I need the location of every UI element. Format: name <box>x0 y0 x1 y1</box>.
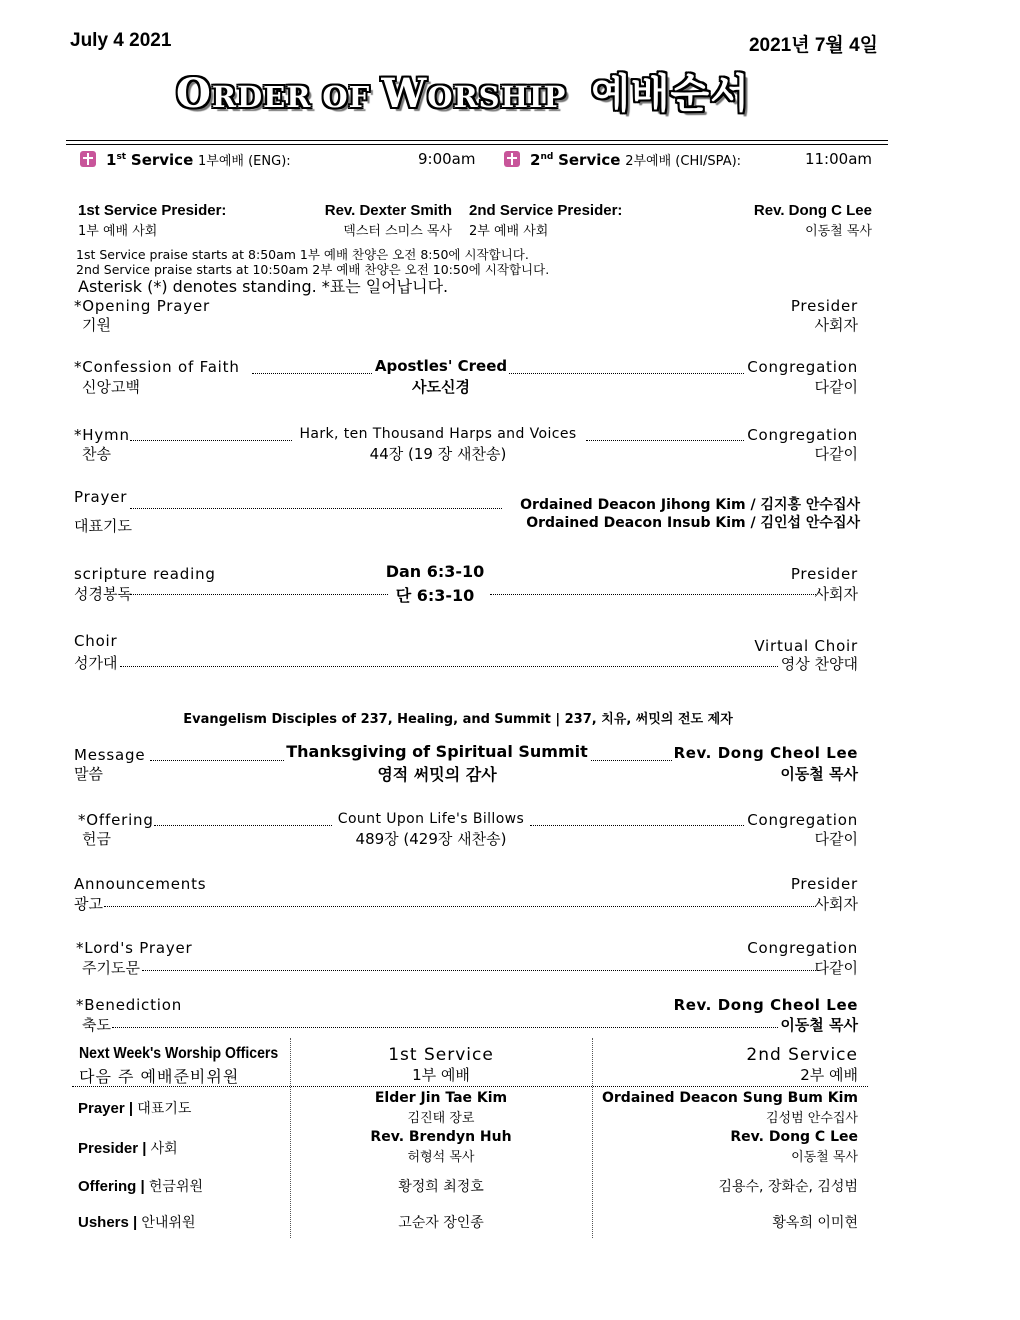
note-asterisk: Asterisk (*) denotes standing. *표는 일어납니다. <box>78 277 449 296</box>
scripture-label: scripture reading <box>74 565 216 583</box>
hymn-number: 44장 (19 장 새찬송) <box>369 445 507 463</box>
ushers-1st: 고순자 장인종 <box>398 1215 484 1231</box>
evangelism-theme: Evangelism Disciples of 237, Healing, and Summit | 237, 치유, 써밋의 전도 제자 <box>183 712 733 727</box>
confession-ko: 신앙고백 <box>82 378 140 396</box>
title-orship: ORSHIP <box>427 80 567 114</box>
announcements-ko: 광고 <box>74 895 103 913</box>
second-service-time: 11:00am <box>804 150 872 168</box>
confession-by: Congregation <box>747 358 858 376</box>
prayer-officer-1st-ko: 김진태 장로 <box>407 1111 475 1126</box>
scripture-by-ko: 사회자 <box>814 585 858 603</box>
prayer-officer-2nd: Ordained Deacon Sung Bum Kim <box>602 1090 858 1106</box>
date-english: July 4 2021 <box>70 30 172 51</box>
confession-label: *Confession of Faith <box>74 358 240 376</box>
officers-col2-header-ko: 2부 예배 <box>800 1066 858 1084</box>
role-offering: Offering <box>78 1178 137 1195</box>
announcements-leader <box>104 906 816 907</box>
choir-leader <box>120 666 778 667</box>
offering-leader-left <box>154 825 332 826</box>
title-w: W <box>381 70 428 117</box>
divider-bottom <box>66 144 888 145</box>
offering-by-ko: 다같이 <box>814 830 858 848</box>
presider-officer-1st: Rev. Brendyn Huh <box>370 1129 512 1145</box>
sermon-title: Thanksgiving of Spiritual Summit <box>286 742 588 761</box>
benediction-label: *Benediction <box>76 996 183 1014</box>
second-service-word: Service <box>558 151 621 169</box>
message-by: Rev. Dong Cheol Lee <box>673 744 858 762</box>
note-first-praise: 1st Service praise starts at 8:50am 1부 예배 찬양은 오전 8:50에 시작합니다. <box>76 247 529 262</box>
note-second-praise: 2nd Service praise starts at 10:50am 2부 예배 찬양은 오전 10:50에 시작합니다. <box>76 262 550 277</box>
date-korean: 2021년 7월 4일 <box>748 35 878 56</box>
officers-col1-header: 1st Service <box>388 1045 494 1065</box>
message-label: Message <box>74 746 146 764</box>
ushers-2nd: 황옥희 이미현 <box>772 1215 858 1231</box>
lords-prayer-ko: 주기도문 <box>82 959 140 977</box>
second-service-number: 2 <box>530 151 541 169</box>
message-by-ko: 이동철 목사 <box>780 765 858 783</box>
lords-prayer-by-ko: 다같이 <box>814 959 858 977</box>
hymn-title: Hark, ten Thousand Harps and Voices <box>299 426 577 442</box>
prayer-leader-second: Ordained Deacon Insub Kim / 김인섭 안수집사 <box>526 515 860 531</box>
role-offering-ko: 헌금위원 <box>148 1179 203 1195</box>
sermon-title-ko: 영적 써밋의 감사 <box>377 765 497 784</box>
second-presider-title: 2nd Service Presider: <box>469 202 623 219</box>
presider-officer-2nd-ko: 이동철 목사 <box>791 1150 858 1165</box>
choir-ko: 성가대 <box>74 654 118 672</box>
opening-prayer-by-ko: 사회자 <box>814 316 858 334</box>
prayer-leader-first: Ordained Deacon Jihong Kim / 김지홍 안수집사 <box>520 497 860 513</box>
benediction-by-ko: 이동철 목사 <box>780 1016 858 1034</box>
role-prayer: Prayer <box>78 1100 125 1117</box>
divider-top <box>66 140 888 141</box>
opening-prayer-label: *Opening Prayer <box>74 297 210 315</box>
benediction-leader <box>112 1027 778 1028</box>
prayer-officer-2nd-ko: 김성범 안수집사 <box>765 1111 858 1126</box>
confession-by-ko: 다같이 <box>814 378 858 396</box>
opening-prayer-ko: 기원 <box>82 316 111 334</box>
scripture-passage: Dan 6:3-10 <box>385 562 485 581</box>
benediction-by: Rev. Dong Cheol Lee <box>673 996 858 1014</box>
second-presider-name: Rev. Dong C Lee <box>753 202 872 219</box>
officers-row-prayer: Prayer | 대표기도 <box>78 1100 192 1117</box>
role-presider: Presider <box>78 1140 139 1157</box>
first-presider-title: 1st Service Presider: <box>78 202 227 219</box>
first-service-sup: st <box>116 152 127 162</box>
page-title <box>176 62 750 119</box>
title-rder-of: RDER OF <box>211 80 382 114</box>
choir-label: Choir <box>74 632 118 650</box>
offering-hymn-number: 489장 (429장 새찬송) <box>355 830 507 848</box>
announcements-by: Presider <box>790 875 858 893</box>
second-presider-title-ko: 2부 예배 사회 <box>469 224 549 239</box>
officers-col1-header-ko: 1부 예배 <box>412 1066 470 1084</box>
lords-prayer-label: *Lord's Prayer <box>76 939 193 957</box>
title-o: O <box>176 70 212 117</box>
confession-title-ko: 사도신경 <box>412 378 470 396</box>
second-service-ko: 2부예배 (CHI/SPA): <box>625 154 742 169</box>
hymn-leader-left <box>130 440 292 441</box>
hymn-ko: 찬송 <box>82 445 111 463</box>
lords-prayer-leader <box>142 970 816 971</box>
officers-divider-1 <box>290 1038 291 1238</box>
role-ushers: Ushers <box>78 1214 129 1231</box>
second-service-sup: nd <box>540 152 554 162</box>
officers-col2-header: 2nd Service <box>746 1045 858 1065</box>
prayer-leader <box>130 508 502 509</box>
hymn-by: Congregation <box>747 426 858 444</box>
scripture-by: Presider <box>790 565 858 583</box>
offering-leader-right <box>530 825 744 826</box>
first-service-time: 9:00am <box>418 150 476 168</box>
officers-title-ko: 다음 주 예배준비위원 <box>79 1067 240 1086</box>
offering-ko: 헌금 <box>82 830 111 848</box>
announcements-label: Announcements <box>74 875 207 893</box>
opening-prayer-by: Presider <box>790 297 858 315</box>
scripture-leader-left <box>130 594 388 595</box>
offering-by: Congregation <box>747 811 858 829</box>
lords-prayer-by: Congregation <box>747 939 858 957</box>
offering-hymn-title: Count Upon Life's Billows <box>337 811 525 827</box>
title-korean: 예배순서 <box>591 70 750 117</box>
hymn-by-ko: 다같이 <box>814 445 858 463</box>
first-presider-name-ko: 덱스터 스미스 목사 <box>343 224 452 239</box>
choir-by-ko: 영상 찬양대 <box>780 655 858 673</box>
first-service <box>80 150 291 169</box>
first-presider-name: Rev. Dexter Smith <box>324 202 452 219</box>
role-presider-ko: 사회 <box>150 1141 178 1157</box>
cross-icon <box>80 151 96 167</box>
announcements-by-ko: 사회자 <box>814 895 858 913</box>
offering-officers-1st: 황정희 최정호 <box>398 1179 484 1195</box>
cross-icon <box>504 151 520 167</box>
first-service-word: Service <box>130 151 194 169</box>
offering-label: *Offering <box>78 811 154 829</box>
hymn-label: *Hymn <box>74 426 130 444</box>
second-presider-name-ko: 이동철 목사 <box>805 224 872 239</box>
prayer-label: Prayer <box>74 488 128 506</box>
presider-officer-2nd: Rev. Dong C Lee <box>730 1129 858 1145</box>
scripture-passage-ko: 단 6:3-10 <box>395 586 475 605</box>
officers-row-ushers: Ushers | 안내위원 <box>78 1214 196 1231</box>
second-service <box>504 150 741 169</box>
first-service-number: 1 <box>106 151 117 169</box>
presider-officer-1st-ko: 허형석 목사 <box>407 1150 475 1165</box>
scripture-ko: 성경봉독 <box>74 585 132 603</box>
benediction-ko: 축도 <box>82 1016 111 1034</box>
prayer-ko: 대표기도 <box>74 517 132 535</box>
confession-title: Apostles' Creed <box>374 357 508 375</box>
officers-title: Next Week's Worship Officers <box>79 1045 279 1062</box>
message-ko: 말씀 <box>74 765 103 783</box>
role-ushers-ko: 안내위원 <box>141 1215 196 1231</box>
officers-row-presider: Presider | 사회 <box>78 1140 178 1157</box>
role-prayer-ko: 대표기도 <box>137 1101 192 1117</box>
first-service-ko: 1부예배 (ENG): <box>198 154 291 169</box>
officers-row-offering: Offering | 헌금위원 <box>78 1178 203 1195</box>
hymn-leader-right <box>586 440 744 441</box>
scripture-leader-right <box>490 594 816 595</box>
first-presider-title-ko: 1부 예배 사회 <box>78 224 158 239</box>
officers-divider-2 <box>592 1038 593 1238</box>
prayer-officer-1st: Elder Jin Tae Kim <box>374 1090 508 1106</box>
offering-officers-2nd: 김용수, 장화순, 김성범 <box>718 1179 858 1195</box>
choir-by: Virtual Choir <box>754 637 858 655</box>
